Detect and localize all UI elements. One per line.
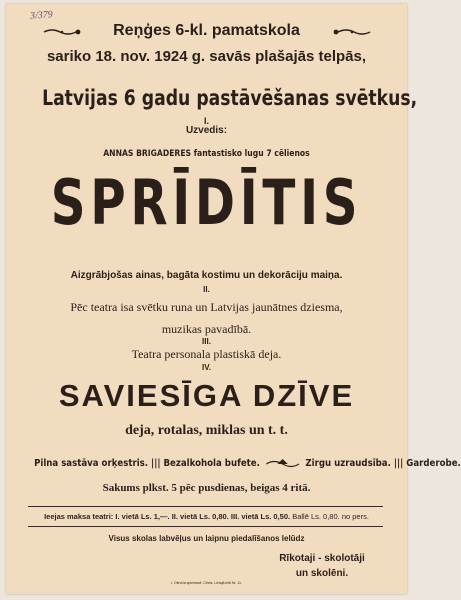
prices-row bbox=[6, 512, 407, 521]
part1-numeral: I. bbox=[203, 116, 209, 126]
part3-line: Teatra personala plastiskā deja. bbox=[131, 347, 282, 361]
amenities-row bbox=[34, 458, 461, 469]
social-line: deja, rotalas, miklas un t. t. bbox=[125, 423, 288, 438]
play-author-line: ANNAS BRIGADERES fantastisko lugu 7 cēlienos bbox=[103, 149, 310, 159]
top-rule bbox=[28, 506, 383, 507]
price-third: III. vietā Ls. 0,50. bbox=[230, 512, 291, 521]
signature-block bbox=[252, 553, 392, 579]
date-line: sariko 18. nov. 1924 g. savās plašajās telpās, bbox=[46, 48, 367, 65]
amenity-orchestra: Pilna sastāva orķestris. bbox=[34, 458, 149, 469]
part3-numeral: III. bbox=[202, 337, 211, 346]
archive-mark: 3/379 bbox=[29, 9, 54, 22]
part2-line2: muzikas pavadībā. bbox=[161, 322, 252, 336]
social-title: SAVIESĪGA DZĪVE bbox=[58, 378, 355, 413]
printer-imprint: I. Oleviča spiestuvē. Cēsīs. Lielajā ielā Nr. 11. bbox=[171, 581, 242, 585]
schedule-line: Sakums plkst. 5 pēc pusdienas, beigas 4 ritā. bbox=[102, 482, 311, 494]
separator-icon: ||| bbox=[151, 458, 164, 469]
play-note: Aizgrābjošas ainas, bagāta kostimu un dekorāciju maiņa. bbox=[70, 270, 343, 281]
school-name: Reņģes 6-kl. pamatskola bbox=[113, 22, 300, 39]
signature-line2: un skolēni. bbox=[295, 568, 349, 579]
amenity-buffet: Bezalkohola bufete. bbox=[163, 458, 260, 469]
invitation-line: Visus skolas labvēļus un laipnu piedalīšanos lelūdz bbox=[108, 534, 305, 543]
flourish-icon bbox=[265, 458, 299, 468]
prices-label: Ieejas maksa teatri: bbox=[44, 512, 114, 521]
signature-line1: Rīkotaji - skolotāji bbox=[279, 553, 365, 564]
play-title: SPRĪDĪTIS bbox=[50, 166, 363, 239]
occasion-title: Latvijas 6 gadu pastāvēšanas svētkus, bbox=[42, 86, 418, 110]
separator-icon: ||| bbox=[393, 458, 407, 469]
price-first: I. vietā Ls. 1,—. bbox=[115, 512, 170, 521]
amenity-horses: Zirgu uzraudsība. bbox=[305, 458, 391, 469]
price-ballet: Ballē Ls. 0,80. no pers. bbox=[292, 512, 369, 521]
amenity-cloakroom: Garderobe. bbox=[406, 458, 461, 469]
poster-sheet bbox=[6, 4, 461, 594]
part2-numeral: II. bbox=[203, 285, 210, 294]
part2-line1: Pēc teatra isa svētku runa un Latvijas jaunātnes dziesma, bbox=[70, 300, 343, 314]
bottom-rule bbox=[28, 526, 383, 527]
part1-staged-label: Uzvedis: bbox=[185, 125, 228, 136]
part4-numeral: IV. bbox=[201, 363, 212, 372]
price-second: II. vietā Ls. 0,80. bbox=[171, 512, 229, 521]
